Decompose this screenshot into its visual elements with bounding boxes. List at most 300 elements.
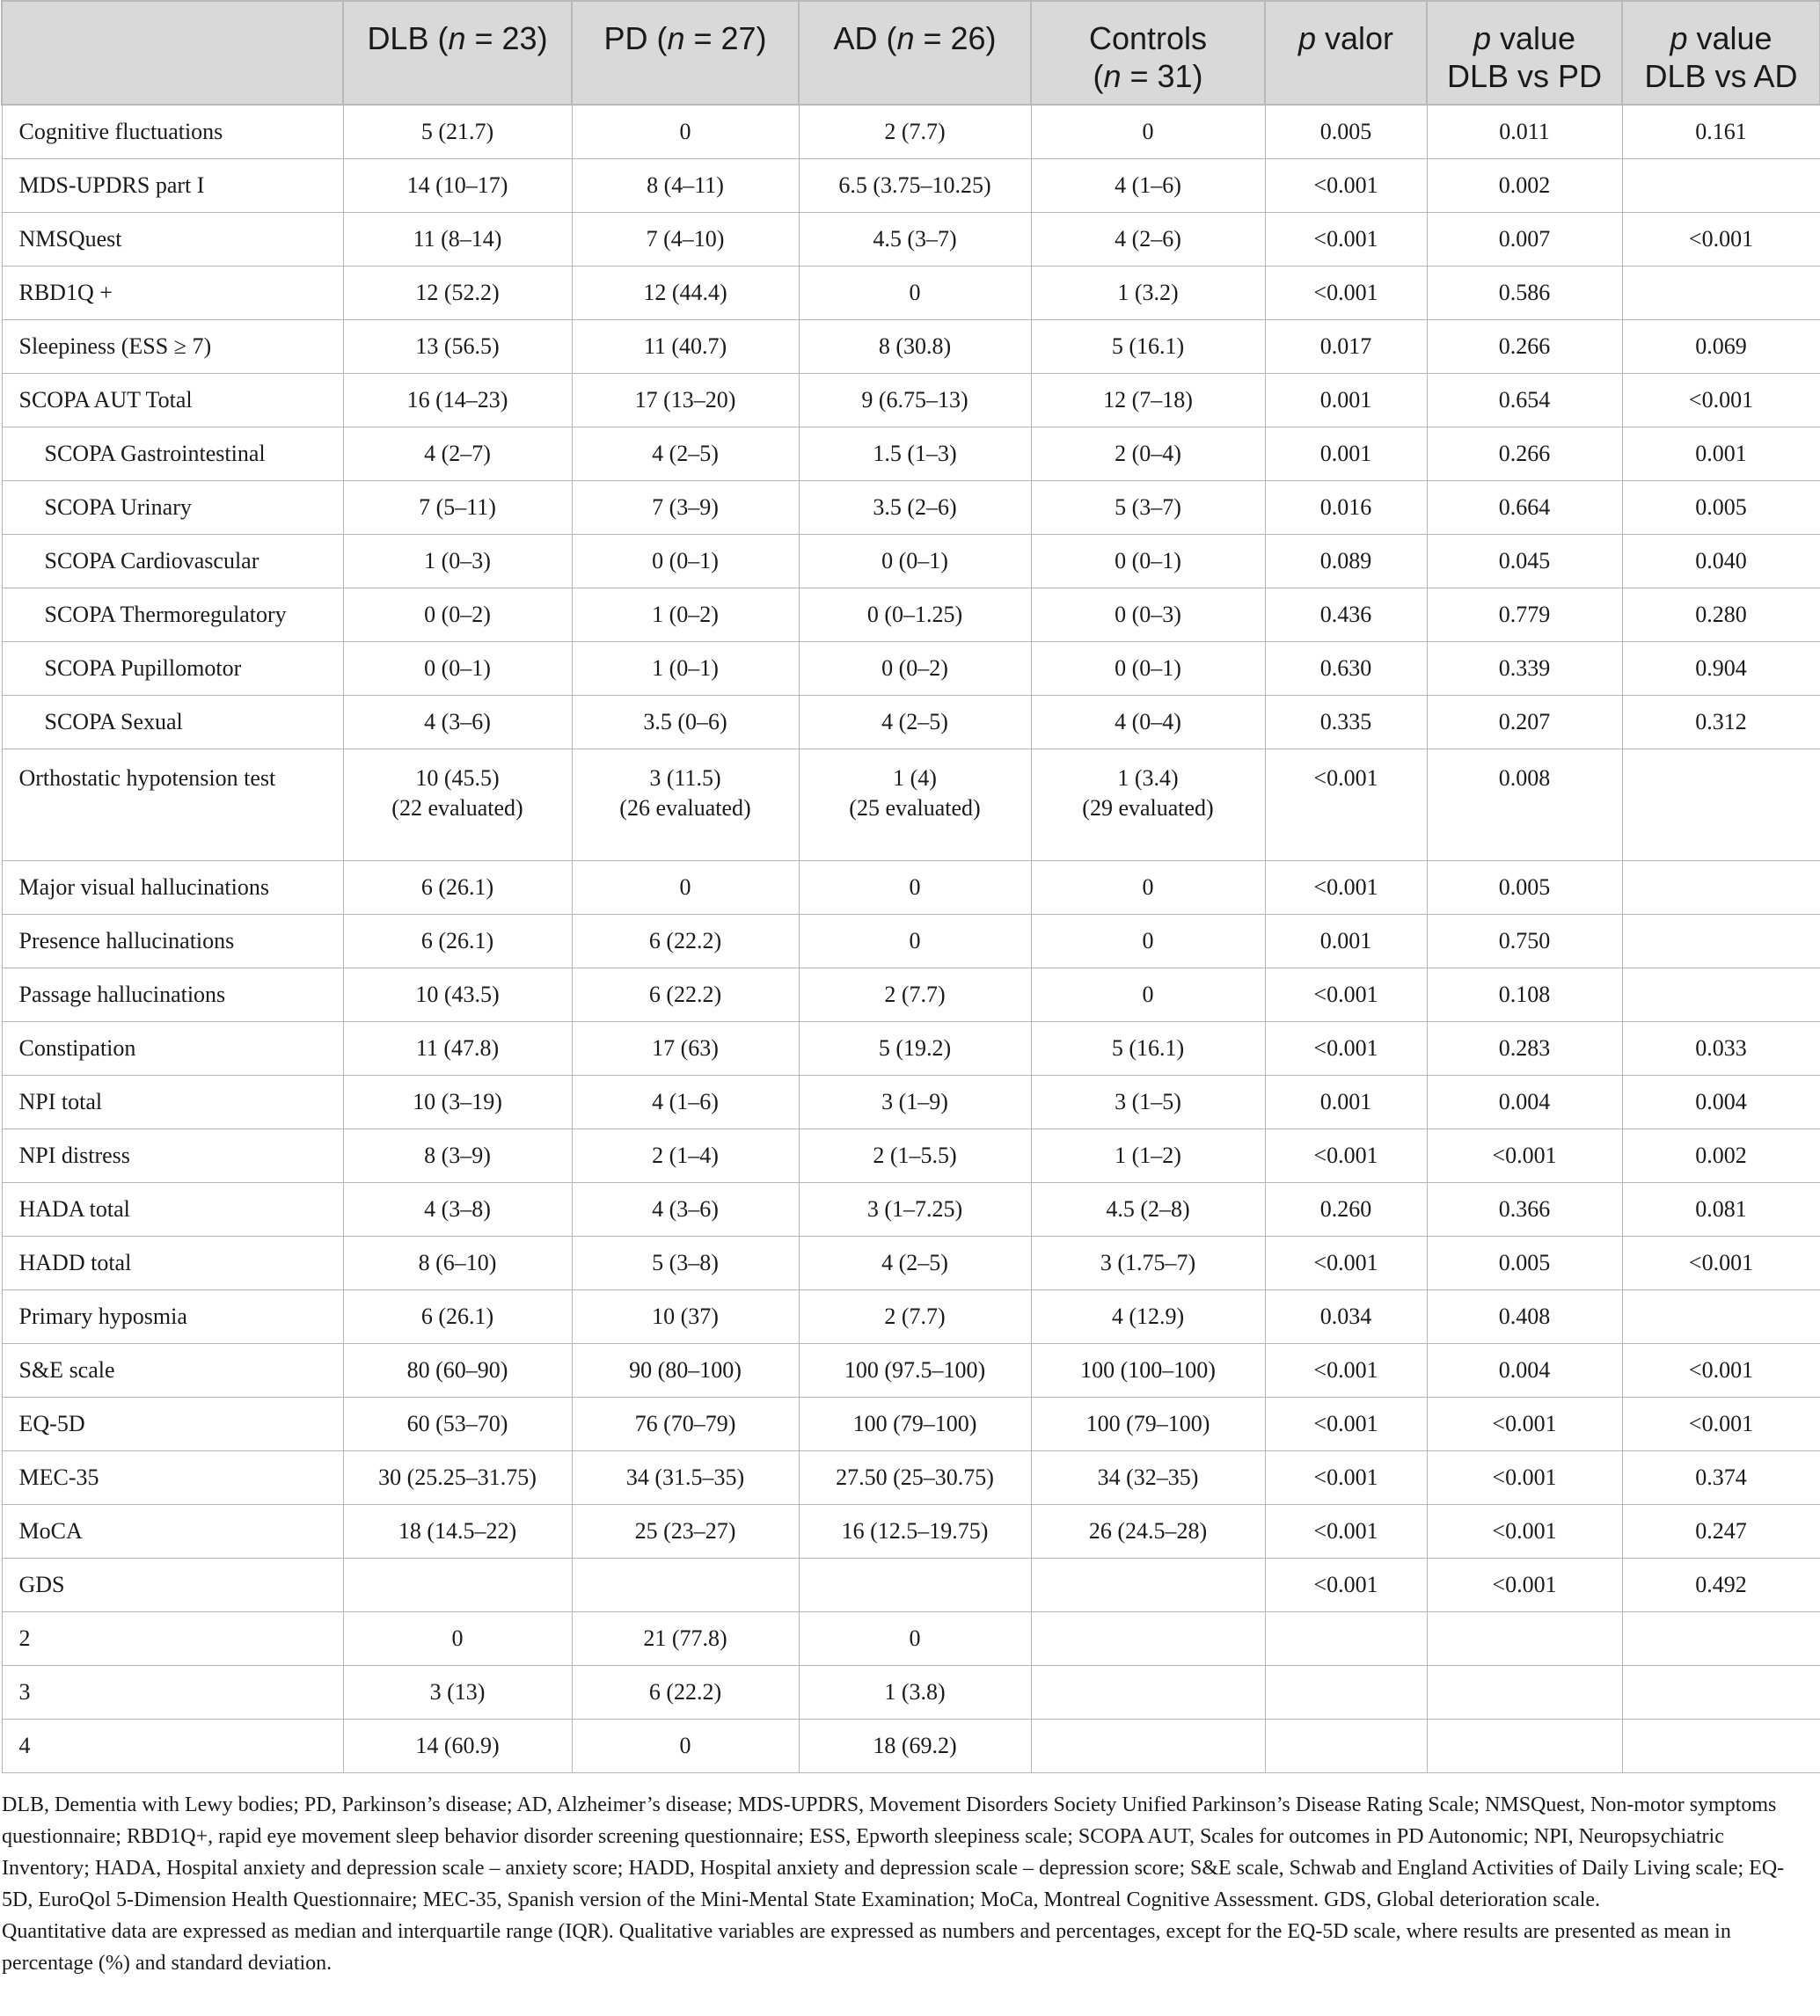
controls-cell: 5 (16.1): [1031, 320, 1265, 374]
p-dlb-vs-pd-cell: 0.005: [1427, 1237, 1622, 1290]
row-label: SCOPA Urinary: [2, 481, 343, 535]
dlb-cell: 6 (26.1): [343, 1290, 572, 1344]
header-controls-n: n: [1103, 58, 1122, 94]
p-dlb-vs-ad-cell: [1622, 915, 1820, 968]
controls-cell: 0: [1031, 968, 1265, 1022]
ad-cell: 4 (2–5): [799, 696, 1031, 749]
controls-cell: 4 (0–4): [1031, 696, 1265, 749]
p-valor-cell: <0.001: [1265, 1344, 1427, 1398]
header-p-valor-p: p: [1297, 20, 1316, 56]
ad-cell: 0 (0–1): [799, 535, 1031, 588]
p-valor-cell: <0.001: [1265, 1451, 1427, 1505]
table-row: [2, 588, 1820, 642]
p-dlb-vs-pd-cell: 0.207: [1427, 696, 1622, 749]
p-dlb-vs-pd-cell: 0.664: [1427, 481, 1622, 535]
p-dlb-vs-pd-cell: <0.001: [1427, 1451, 1622, 1505]
pd-cell: 11 (40.7): [572, 320, 799, 374]
p-dlb-vs-ad-cell: [1622, 1290, 1820, 1344]
row-label: NPI distress: [2, 1129, 343, 1183]
p-dlb-vs-pd-cell: 0.005: [1427, 861, 1622, 915]
row-label: 4: [2, 1720, 343, 1773]
table-row: [2, 1451, 1820, 1505]
header-controls: [1031, 1, 1265, 105]
row-label: GDS: [2, 1559, 343, 1612]
dlb-cell: 30 (25.25–31.75): [343, 1451, 572, 1505]
table-body: [2, 105, 1820, 1773]
p-dlb-vs-pd-cell: 0.266: [1427, 320, 1622, 374]
ad-cell: [799, 749, 1031, 861]
table-row: [2, 1076, 1820, 1129]
row-label: NMSQuest: [2, 213, 343, 267]
pd-cell: 1 (0–1): [572, 642, 799, 696]
dlb-cell: [343, 749, 572, 861]
controls-cell: 5 (3–7): [1031, 481, 1265, 535]
ad-cell: 0: [799, 915, 1031, 968]
p-dlb-vs-pd-cell: 0.108: [1427, 968, 1622, 1022]
row-label: SCOPA Pupillomotor: [2, 642, 343, 696]
p-dlb-vs-ad-cell: 0.247: [1622, 1505, 1820, 1559]
pd-cell: 10 (37): [572, 1290, 799, 1344]
header-controls-count: = 31): [1121, 58, 1203, 94]
header-label-column: [2, 1, 343, 105]
p-dlb-vs-ad-cell: 0.040: [1622, 535, 1820, 588]
dlb-cell: 10 (3–19): [343, 1076, 572, 1129]
controls-cell: 4.5 (2–8): [1031, 1183, 1265, 1237]
dlb-cell: 0: [343, 1612, 572, 1666]
ad-cell: 100 (97.5–100): [799, 1344, 1031, 1398]
pd-cell: 0: [572, 105, 799, 159]
header-p-dlb-pd-p: p: [1473, 20, 1491, 56]
dlb-cell: 60 (53–70): [343, 1398, 572, 1451]
p-dlb-vs-pd-cell: <0.001: [1427, 1129, 1622, 1183]
table-row: [2, 1237, 1820, 1290]
dlb-cell: 18 (14.5–22): [343, 1505, 572, 1559]
table-row: [2, 427, 1820, 481]
footnote-note: Quantitative data are expressed as median and interquartile range (IQR). Qualitative variables are expressed as numbers and percentages, except for the EQ-5D scale, where results are presented as mean in percentage (%) and standard deviation.: [2, 1920, 1731, 1975]
p-dlb-vs-ad-cell: 0.033: [1622, 1022, 1820, 1076]
header-p-valor-rest: valor: [1316, 20, 1394, 56]
ad-cell: 0 (0–2): [799, 642, 1031, 696]
ad-cell: 5 (19.2): [799, 1022, 1031, 1076]
row-label: 3: [2, 1666, 343, 1720]
row-label: EQ-5D: [2, 1398, 343, 1451]
row-label: SCOPA Thermoregulatory: [2, 588, 343, 642]
ad-cell: 3 (1–9): [799, 1076, 1031, 1129]
p-valor-cell: <0.001: [1265, 749, 1427, 861]
ad-cell: 1 (3.8): [799, 1666, 1031, 1720]
p-dlb-vs-ad-cell: 0.002: [1622, 1129, 1820, 1183]
ad-cell: 0 (0–1.25): [799, 588, 1031, 642]
table-row: [2, 696, 1820, 749]
table-header: [2, 1, 1820, 105]
dlb-cell-evaluated: (22 evaluated): [391, 795, 523, 821]
header-dlb: [343, 1, 572, 105]
header-p-dlb-ad-p: p: [1670, 20, 1688, 56]
row-label: 2: [2, 1612, 343, 1666]
row-label: RBD1Q +: [2, 267, 343, 320]
p-valor-cell: <0.001: [1265, 1505, 1427, 1559]
controls-cell: 0 (0–3): [1031, 588, 1265, 642]
row-label: SCOPA Cardiovascular: [2, 535, 343, 588]
ad-cell-value: 1 (4): [893, 765, 937, 791]
pd-cell-evaluated: (26 evaluated): [619, 795, 751, 821]
p-dlb-vs-pd-cell: 0.586: [1427, 267, 1622, 320]
p-valor-cell: 0.001: [1265, 374, 1427, 427]
p-valor-cell: 0.630: [1265, 642, 1427, 696]
ad-cell: 1.5 (1–3): [799, 427, 1031, 481]
p-dlb-vs-ad-cell: [1622, 861, 1820, 915]
pd-cell: 0: [572, 1720, 799, 1773]
p-dlb-vs-pd-cell: 0.283: [1427, 1022, 1622, 1076]
table-row: [2, 1290, 1820, 1344]
p-dlb-vs-pd-cell: 0.266: [1427, 427, 1622, 481]
p-dlb-vs-pd-cell: [1427, 1666, 1622, 1720]
ad-cell: 2 (7.7): [799, 105, 1031, 159]
controls-cell: 1 (3.2): [1031, 267, 1265, 320]
pd-cell: 0 (0–1): [572, 535, 799, 588]
ad-cell: 0: [799, 1612, 1031, 1666]
pd-cell: 6 (22.2): [572, 915, 799, 968]
controls-cell: [1031, 1559, 1265, 1612]
dlb-cell: 12 (52.2): [343, 267, 572, 320]
ad-cell: 2 (7.7): [799, 968, 1031, 1022]
controls-cell: [1031, 1666, 1265, 1720]
dlb-cell: 6 (26.1): [343, 915, 572, 968]
header-controls-name: Controls: [1088, 20, 1208, 56]
p-dlb-vs-pd-cell: <0.001: [1427, 1505, 1622, 1559]
controls-cell: 12 (7–18): [1031, 374, 1265, 427]
pd-cell: 7 (4–10): [572, 213, 799, 267]
controls-cell: [1031, 1720, 1265, 1773]
table-row: [2, 1344, 1820, 1398]
dlb-cell-value: 10 (45.5): [415, 765, 500, 791]
results-table: [1, 0, 1820, 1773]
p-valor-cell: 0.001: [1265, 915, 1427, 968]
p-dlb-vs-pd-cell: [1427, 1720, 1622, 1773]
ad-cell: 9 (6.75–13): [799, 374, 1031, 427]
dlb-cell: 14 (10–17): [343, 159, 572, 213]
p-dlb-vs-pd-cell: 0.779: [1427, 588, 1622, 642]
p-dlb-vs-pd-cell: 0.011: [1427, 105, 1622, 159]
header-ad-n: n: [896, 20, 915, 56]
p-valor-cell: 0.089: [1265, 535, 1427, 588]
p-valor-cell: 0.034: [1265, 1290, 1427, 1344]
controls-cell: 100 (100–100): [1031, 1344, 1265, 1398]
table-row: [2, 1129, 1820, 1183]
p-dlb-vs-pd-cell: 0.045: [1427, 535, 1622, 588]
dlb-cell: 5 (21.7): [343, 105, 572, 159]
p-dlb-vs-ad-cell: 0.374: [1622, 1451, 1820, 1505]
header-p-dlb-vs-pd: [1427, 1, 1622, 105]
header-ad: [799, 1, 1031, 105]
p-valor-cell: <0.001: [1265, 1398, 1427, 1451]
dlb-cell: 6 (26.1): [343, 861, 572, 915]
ad-cell-evaluated: (25 evaluated): [849, 795, 981, 821]
dlb-cell: 13 (56.5): [343, 320, 572, 374]
p-valor-cell: <0.001: [1265, 213, 1427, 267]
controls-cell: 0: [1031, 105, 1265, 159]
header-p-dlb-pd-rest: value: [1490, 20, 1576, 56]
row-label: Cognitive fluctuations: [2, 105, 343, 159]
p-dlb-vs-ad-cell: 0.280: [1622, 588, 1820, 642]
ad-cell: 27.50 (25–30.75): [799, 1451, 1031, 1505]
table-row: [2, 374, 1820, 427]
controls-cell: 1 (1–2): [1031, 1129, 1265, 1183]
p-valor-cell: 0.335: [1265, 696, 1427, 749]
table-row: [2, 1505, 1820, 1559]
dlb-cell: 11 (47.8): [343, 1022, 572, 1076]
pd-cell: 5 (3–8): [572, 1237, 799, 1290]
table-row: [2, 1183, 1820, 1237]
header-row: [2, 1, 1820, 105]
pd-cell: 17 (13–20): [572, 374, 799, 427]
pd-cell: 21 (77.8): [572, 1612, 799, 1666]
header-ad-count: = 26): [914, 20, 997, 56]
p-dlb-vs-ad-cell: [1622, 1612, 1820, 1666]
ad-cell: 18 (69.2): [799, 1720, 1031, 1773]
row-label: Passage hallucinations: [2, 968, 343, 1022]
controls-cell: 3 (1.75–7): [1031, 1237, 1265, 1290]
table-row: [2, 1022, 1820, 1076]
header-pd-n: n: [667, 20, 685, 56]
table-row: [2, 642, 1820, 696]
p-dlb-vs-pd-cell: 0.002: [1427, 159, 1622, 213]
ad-cell: 2 (1–5.5): [799, 1129, 1031, 1183]
header-p-dlb-pd-line2: DLB vs PD: [1446, 58, 1603, 94]
table-row: [2, 159, 1820, 213]
header-dlb-n: n: [448, 20, 466, 56]
table-row: [2, 105, 1820, 159]
controls-cell: 100 (79–100): [1031, 1398, 1265, 1451]
table-footnote: [0, 1773, 1817, 1979]
row-label: Constipation: [2, 1022, 343, 1076]
header-p-valor: [1265, 1, 1427, 105]
table-row: [2, 213, 1820, 267]
row-label: Sleepiness (ESS ≥ 7): [2, 320, 343, 374]
table-row: [2, 1612, 1820, 1666]
pd-cell: 1 (0–2): [572, 588, 799, 642]
p-valor-cell: <0.001: [1265, 1559, 1427, 1612]
p-dlb-vs-ad-cell: [1622, 1720, 1820, 1773]
dlb-cell: 11 (8–14): [343, 213, 572, 267]
p-dlb-vs-ad-cell: <0.001: [1622, 1398, 1820, 1451]
ad-cell: 0: [799, 861, 1031, 915]
p-valor-cell: 0.005: [1265, 105, 1427, 159]
row-label: SCOPA AUT Total: [2, 374, 343, 427]
p-valor-cell: 0.001: [1265, 427, 1427, 481]
table-row: [2, 320, 1820, 374]
row-label: Orthostatic hypotension test: [2, 749, 343, 861]
row-label: HADD total: [2, 1237, 343, 1290]
ad-cell: 4.5 (3–7): [799, 213, 1031, 267]
p-valor-cell: <0.001: [1265, 861, 1427, 915]
dlb-cell: 1 (0–3): [343, 535, 572, 588]
pd-cell: 4 (1–6): [572, 1076, 799, 1129]
p-dlb-vs-ad-cell: [1622, 968, 1820, 1022]
p-dlb-vs-pd-cell: 0.004: [1427, 1076, 1622, 1129]
p-dlb-vs-ad-cell: [1622, 159, 1820, 213]
p-dlb-vs-pd-cell: 0.339: [1427, 642, 1622, 696]
controls-cell: 26 (24.5–28): [1031, 1505, 1265, 1559]
p-valor-cell: <0.001: [1265, 1022, 1427, 1076]
controls-cell: [1031, 749, 1265, 861]
p-dlb-vs-ad-cell: 0.004: [1622, 1076, 1820, 1129]
ad-cell: [799, 1559, 1031, 1612]
table-row: [2, 1720, 1820, 1773]
dlb-cell: 7 (5–11): [343, 481, 572, 535]
header-p-dlb-vs-ad: [1622, 1, 1820, 105]
table-row: [2, 861, 1820, 915]
ad-cell: 6.5 (3.75–10.25): [799, 159, 1031, 213]
controls-cell: 34 (32–35): [1031, 1451, 1265, 1505]
p-valor-cell: <0.001: [1265, 1237, 1427, 1290]
controls-cell: 0 (0–1): [1031, 642, 1265, 696]
p-dlb-vs-ad-cell: <0.001: [1622, 213, 1820, 267]
row-label: SCOPA Sexual: [2, 696, 343, 749]
p-dlb-vs-pd-cell: 0.008: [1427, 749, 1622, 861]
pd-cell: [572, 749, 799, 861]
table-row: [2, 481, 1820, 535]
row-label: MEC-35: [2, 1451, 343, 1505]
pd-cell: 12 (44.4): [572, 267, 799, 320]
ad-cell: 0: [799, 267, 1031, 320]
p-dlb-vs-pd-cell: 0.007: [1427, 213, 1622, 267]
ad-cell: 8 (30.8): [799, 320, 1031, 374]
header-p-dlb-ad-line2: DLB vs AD: [1644, 58, 1798, 94]
pd-cell: 8 (4–11): [572, 159, 799, 213]
p-valor-cell: 0.017: [1265, 320, 1427, 374]
dlb-cell: 0 (0–2): [343, 588, 572, 642]
header-dlb-name: DLB (: [367, 20, 449, 56]
dlb-cell: 16 (14–23): [343, 374, 572, 427]
table-row: [2, 1666, 1820, 1720]
header-pd-name: PD (: [603, 20, 668, 56]
row-label: Primary hyposmia: [2, 1290, 343, 1344]
dlb-cell: 14 (60.9): [343, 1720, 572, 1773]
pd-cell: 3.5 (0–6): [572, 696, 799, 749]
header-pd: [572, 1, 799, 105]
table-row: [2, 1559, 1820, 1612]
pd-cell: 25 (23–27): [572, 1505, 799, 1559]
p-valor-cell: <0.001: [1265, 267, 1427, 320]
row-label: Presence hallucinations: [2, 915, 343, 968]
pd-cell: 90 (80–100): [572, 1344, 799, 1398]
controls-cell: 4 (2–6): [1031, 213, 1265, 267]
controls-cell-value: 1 (3.4): [1117, 765, 1179, 791]
p-valor-cell: 0.436: [1265, 588, 1427, 642]
p-valor-cell: 0.260: [1265, 1183, 1427, 1237]
controls-cell: 4 (12.9): [1031, 1290, 1265, 1344]
controls-cell: 5 (16.1): [1031, 1022, 1265, 1076]
p-dlb-vs-ad-cell: [1622, 1666, 1820, 1720]
p-dlb-vs-ad-cell: 0.492: [1622, 1559, 1820, 1612]
dlb-cell: 4 (2–7): [343, 427, 572, 481]
table-row: [2, 968, 1820, 1022]
controls-cell: 0 (0–1): [1031, 535, 1265, 588]
dlb-cell: [343, 1559, 572, 1612]
table-row: [2, 915, 1820, 968]
dlb-cell: 80 (60–90): [343, 1344, 572, 1398]
p-dlb-vs-pd-cell: 0.654: [1427, 374, 1622, 427]
controls-cell: 0: [1031, 861, 1265, 915]
row-label: SCOPA Gastrointestinal: [2, 427, 343, 481]
p-dlb-vs-pd-cell: [1427, 1612, 1622, 1666]
ad-cell: 3.5 (2–6): [799, 481, 1031, 535]
p-dlb-vs-ad-cell: [1622, 749, 1820, 861]
p-dlb-vs-pd-cell: 0.366: [1427, 1183, 1622, 1237]
ad-cell: 100 (79–100): [799, 1398, 1031, 1451]
p-valor-cell: <0.001: [1265, 968, 1427, 1022]
row-label: MDS-UPDRS part I: [2, 159, 343, 213]
p-dlb-vs-pd-cell: <0.001: [1427, 1398, 1622, 1451]
p-dlb-vs-ad-cell: <0.001: [1622, 1344, 1820, 1398]
pd-cell: [572, 1559, 799, 1612]
p-dlb-vs-ad-cell: 0.312: [1622, 696, 1820, 749]
p-valor-cell: [1265, 1612, 1427, 1666]
p-dlb-vs-pd-cell: 0.408: [1427, 1290, 1622, 1344]
controls-cell: 4 (1–6): [1031, 159, 1265, 213]
footnote-abbreviations: DLB, Dementia with Lewy bodies; PD, Parkinson’s disease; AD, Alzheimer’s disease; MDS-UPDRS, Movement Disorders Society Unified Parkinson’s Disease Rating Scale; NMSQuest, Non-motor symptoms questionnaire; RBD1Q+, rapid eye movement sleep behavior disorder screening questionnaire; ESS, Epworth sleepiness scale; SCOPA AUT, Scales for outcomes in PD Autonomic; NPI, Neuropsychiatric Inventory; HADA, Hospital anxiety and depression scale – anxiety score; HADD, Hospital anxiety and depression scale – depression score; S&E scale, Schwab and England Activities of Daily Living scale; EQ-5D, EuroQol 5-Dimension Health Questionnaire; MEC-35, Spanish version of the Mini-Mental State Examination; MoCa, Montreal Cognitive Assessment. GDS, Global deterioration scale.: [2, 1793, 1785, 1911]
p-dlb-vs-ad-cell: 0.001: [1622, 427, 1820, 481]
dlb-cell: 4 (3–6): [343, 696, 572, 749]
row-label: Major visual hallucinations: [2, 861, 343, 915]
ad-cell: 2 (7.7): [799, 1290, 1031, 1344]
p-dlb-vs-ad-cell: 0.161: [1622, 105, 1820, 159]
controls-cell: 2 (0–4): [1031, 427, 1265, 481]
pd-cell: 6 (22.2): [572, 968, 799, 1022]
header-ad-name: AD (: [833, 20, 897, 56]
pd-cell-value: 3 (11.5): [649, 765, 721, 791]
p-dlb-vs-ad-cell: 0.904: [1622, 642, 1820, 696]
table-row: [2, 267, 1820, 320]
ad-cell: 4 (2–5): [799, 1237, 1031, 1290]
pd-cell: 34 (31.5–35): [572, 1451, 799, 1505]
dlb-cell: 10 (43.5): [343, 968, 572, 1022]
pd-cell: 4 (2–5): [572, 427, 799, 481]
table-row: [2, 535, 1820, 588]
p-dlb-vs-pd-cell: 0.750: [1427, 915, 1622, 968]
controls-cell: 3 (1–5): [1031, 1076, 1265, 1129]
ad-cell: 3 (1–7.25): [799, 1183, 1031, 1237]
row-label: NPI total: [2, 1076, 343, 1129]
pd-cell: 4 (3–6): [572, 1183, 799, 1237]
p-dlb-vs-ad-cell: <0.001: [1622, 1237, 1820, 1290]
table-row: [2, 749, 1820, 861]
dlb-cell: 0 (0–1): [343, 642, 572, 696]
p-valor-cell: [1265, 1720, 1427, 1773]
pd-cell: 0: [572, 861, 799, 915]
pd-cell: 17 (63): [572, 1022, 799, 1076]
controls-cell: [1031, 1612, 1265, 1666]
table-row: [2, 1398, 1820, 1451]
header-controls-open: (: [1093, 58, 1104, 94]
pd-cell: 7 (3–9): [572, 481, 799, 535]
p-valor-cell: 0.001: [1265, 1076, 1427, 1129]
p-dlb-vs-ad-cell: 0.005: [1622, 481, 1820, 535]
controls-cell: 0: [1031, 915, 1265, 968]
p-dlb-vs-pd-cell: <0.001: [1427, 1559, 1622, 1612]
dlb-cell: 8 (6–10): [343, 1237, 572, 1290]
row-label: MoCA: [2, 1505, 343, 1559]
p-dlb-vs-ad-cell: [1622, 267, 1820, 320]
header-dlb-count: = 23): [465, 20, 548, 56]
p-valor-cell: [1265, 1666, 1427, 1720]
row-label: HADA total: [2, 1183, 343, 1237]
p-valor-cell: <0.001: [1265, 159, 1427, 213]
p-dlb-vs-pd-cell: 0.004: [1427, 1344, 1622, 1398]
dlb-cell: 4 (3–8): [343, 1183, 572, 1237]
p-valor-cell: <0.001: [1265, 1129, 1427, 1183]
